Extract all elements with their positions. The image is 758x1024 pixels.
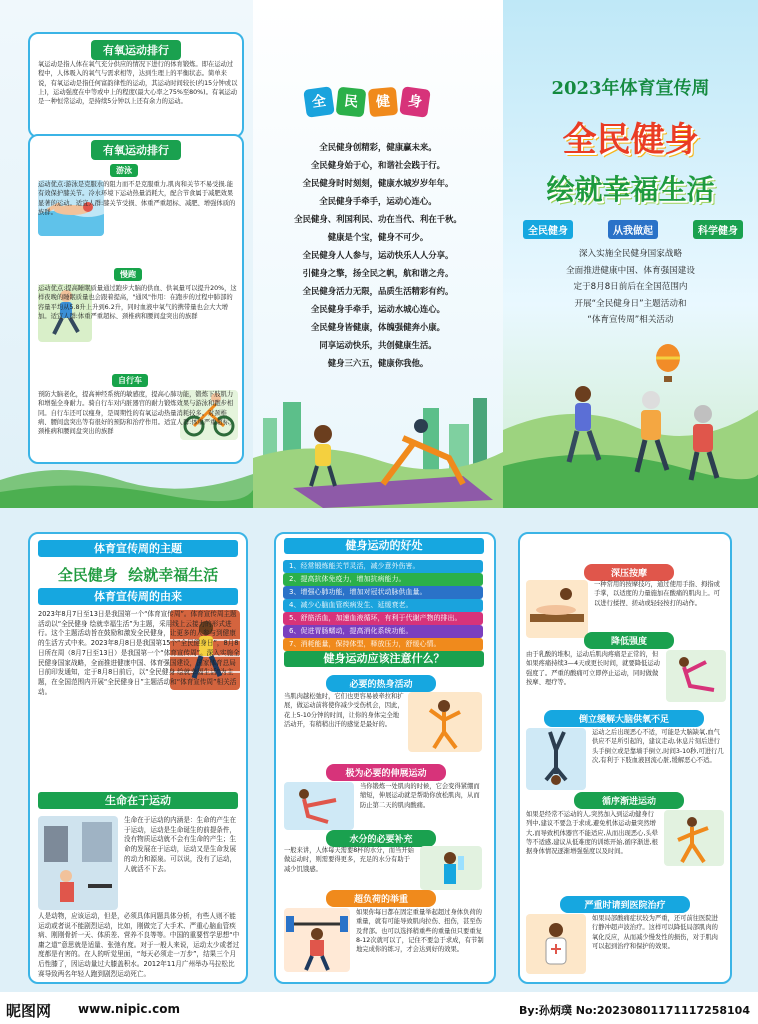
reduce-intensity-tag: 降低强度 (584, 632, 674, 649)
gradual-exercise-tag: 循序渐进运动 (574, 792, 684, 809)
warmup-tag: 必要的热身活动 (326, 675, 436, 692)
swimming-tag: 游泳 (110, 164, 138, 177)
slogan-line: 全民健身始于心，和谐社会践于行。 (311, 160, 445, 170)
benefit-item: 1、经常锻炼能关节灵活，减少意外伤害。 (283, 560, 483, 573)
badge-char-3: 健 (368, 87, 398, 117)
weightlifting-text: 如果你每日都在固定重量举起超过身体负荷的重量，就有可能导致肌肉拉伤、扭伤，甚至伤及背部。也可以选择稍重些的重量但只要重复8-12次就可以了，记住不要急于求成，有节制地完成你的练习，才会达到好的效果。 (356, 909, 484, 954)
benefit-item: 7、消耗能量，保持体型，释放压力，舒缓心情。 (283, 638, 483, 651)
benefit-item: 3、增强心肺功能，增加对冠状动脉供血量。 (283, 586, 483, 599)
hydration-illustration (420, 846, 482, 890)
badge-char-4: 身 (399, 86, 431, 118)
cover-body-text (503, 246, 758, 329)
site-logo: 昵图网 (6, 1002, 52, 1020)
cover-tag-1: 全民健身 (523, 220, 573, 239)
brochure-inside (0, 508, 758, 992)
doctor-illustration (526, 914, 586, 974)
cover-year-title: 2023年体育宣传周 (551, 78, 710, 99)
warmup-text: 当肌肉越松弛时，它们也更容易被牵拉和扩展，做运动前将使你减少受伤机会，因此，花上5-10分钟的时间，让你的身体完全地活动开，有稍稍出汗的感觉是最好的。 (284, 693, 404, 728)
massage-illustration (526, 580, 588, 638)
massage-text: 一种常用的按摩技巧，通过使用手指、拇指或手掌，以适度的力量施加在酸痛的肌肉上。可以进行揉捏、搓动或轻轻按打的动作。 (594, 581, 720, 607)
stretching-tag: 极为必要的伸展运动 (326, 764, 446, 781)
handstand-text: 运动之后出现恶心不适，可能是大脑缺氧,血气供应不足所引起的，建议走动,休息片刻后进行头手倒立或是靠墙手倒立,时间3-10秒,可进行几次,有利于下肢血液回流心脏,缓解恶心不适。 (592, 729, 724, 764)
stretching-illustration (284, 782, 354, 830)
stretch-pose-illustration (666, 650, 726, 702)
gradual-exercise-illustration (664, 810, 724, 866)
theme-slogan: 全民健身 绘就幸福生活 (57, 566, 219, 584)
jogging-tag: 慢跑 (114, 268, 142, 281)
gym-illustration (38, 816, 118, 910)
slogan-line: 同享运动快乐，共创健康生活。 (319, 340, 437, 350)
cover-tag-3: 科学健身 (693, 220, 743, 239)
hydration-text: 一般来讲，人体每天需要8杯的水分，而当开始做运动时，则需要得更多，充足的水分有助于减少饥饿感。 (284, 847, 414, 873)
badge-char-2: 民 (336, 87, 367, 118)
cover-main-title-1: 全民健身 (562, 120, 699, 160)
slogan-line: 引健身之擎，扬全民之帆，航和谐之舟。 (302, 268, 454, 278)
top-middle-panel (253, 0, 503, 508)
life-header: 生命在于运动 (38, 792, 238, 809)
slogan-line: 全民健身活力无限，品质生活精彩有约。 (302, 286, 454, 296)
slogan-line: 全民健身手牵手，运动心连心。 (319, 196, 437, 206)
cycling-tag: 自行车 (112, 374, 148, 387)
slogan-line: 全民健身创精彩，健康赢未来。 (319, 142, 437, 152)
theme-header: 体育宣传周的主题 (38, 540, 238, 557)
aerobic-ranking-title: 有氧运动排行 (91, 140, 181, 160)
life-text: 生命在于运动的内涵是：生命的产生在于运动，运动是生命诞生的前提条件，没有物质运动就不会有生命的产生；生命的发展在于运动，运动又是生命发展的动力和源泉。可以说，没有了运动，人就活不下去。 (124, 816, 237, 873)
aerobic-ranking-card (28, 134, 244, 464)
fitness-badge (297, 88, 437, 122)
cover-body-line-3: 定于8月8日前后在全国范围内 (573, 282, 688, 292)
origin-header: 体育宣传周的由来 (38, 588, 238, 605)
bottom-right-panel (504, 508, 758, 992)
bottom-middle-panel (256, 508, 504, 992)
benefit-item: 4、减少心脑血管疾病发生、延缓衰老。 (283, 599, 483, 612)
slogan-line: 全民健身、利国利民、功在当代、利在千秋。 (294, 214, 462, 224)
cover-body-line-2: 全面推进健康中国、体育强国建设 (566, 265, 695, 276)
slogan-line: 全民健身时时刻刻，健康水城岁岁年年。 (302, 178, 454, 188)
origin-text: 2023年8月7日至13日是我国第一个“体育宣传周”。体育宣传周主题活动以“全民健身 绘就幸福生活”为主题，采用线上云接力的形式进行。这个主题活动旨在鼓励和激发全民健身，让更多的人参与到健康的生活方式中来。2023年8月8日是我国第15个“全民健身日”，8月8日所在周（8月7日至13日）是我国第一个“体育宣传周”。深入实施全民健身国家战略，全面推进健康中国、体育强国建设，国家体育总局日前印发通知，定于8月8日前后，以“全民健身 绘就幸福生活”为主题，在全国范围内开展“全民健身日”主题活动和“体育宣传周”相关活动。 (38, 610, 240, 696)
stretching-text: 当你锻炼一处肌肉的时候，它会变得紧绷而缩短，伸展运动就是帮助你放松肌肉，从而防止第二天的肌肉酸痛。 (360, 783, 480, 809)
hospital-tag: 严重时请到医院治疗 (560, 896, 690, 913)
cover-panel (503, 0, 758, 508)
hydration-tag: 水分的必要补充 (326, 830, 436, 847)
life-text-2: 人是动物，应该运动，但是，必须具体问题具体分析，有些人则不能运动或者说不能剧烈运动，比如，刚做完了大手术、严重心脑血管疾病、刚刚骨折一天、体质差、营养不良等等。中国的重要哲学思想“中庸之道”意思就是适量、张弛有度。对于一般人来说，运动太少或者过度都是有害的。在人的听觉里面，“每天必须走一万步”，结果三个月后性膝了，因运动量过大膝盖积水。2012年11月广州举办马拉松比赛导致两名年轻人跑到剧烈运动死亡。 (38, 912, 240, 978)
aerobic-intro-card (28, 32, 244, 138)
benefit-item: 6、促进胃肠蠕动，提高消化系统功能。 (283, 625, 483, 638)
cycling-text: 预防大脑老化，提高神经系统的敏感度，提高心肺功能，锻炼下肢肌力和增强全身耐力。骑自行车对内脏器官的耐力锻炼效果与游泳和跑步相同。自行车还可以瘦身，是周期性的有氧运动热量消耗较多。对颈椎病、腰间盘突出等有很好的预防和治疗作用。适宜人群:体重严重超标，颈椎病和腰间盘突出的族群 (38, 391, 236, 436)
weightlifting-illustration (284, 908, 350, 972)
image-credit: By:孙炳璞 No:20230801171117258104 (518, 1004, 750, 1017)
cover-body-line-4: 开展“全民健身日”主题活动和 (574, 298, 687, 309)
attention-header: 健身运动应该注意什么？ (284, 651, 484, 667)
slogan-line: 健身三六五，健康你我他。 (327, 358, 429, 368)
slogan-line: 全民健身人人参与，运动快乐人人分享。 (302, 250, 454, 260)
weightlifting-tag: 超负荷的举重 (326, 890, 436, 907)
slogan-line: 全民健身皆健康，体魄强健奔小康。 (311, 322, 445, 332)
warmup-illustration (408, 692, 482, 752)
aerobic-intro-text: 氧运动是指人体在氧气充分供应的情况下进行的体育锻炼。即在运动过程中，人体吸入的氧气与需求相等，达到生理上的平衡状态。简单来说，有氧运动是指任何富韵律性的运动，其运动时间较长(约15分钟或以上)，运动强度在中等或中上的程度(最大心率之75%至80%)。有氧运动是一种恒常运动，是持续5分钟以上还有余力的运动。 (38, 61, 238, 106)
theme-card (28, 532, 248, 984)
left-grass-decoration (0, 460, 253, 508)
handstand-tag: 倒立缓解大脑供氧不足 (544, 710, 704, 727)
city-yoga-illustration (253, 388, 503, 508)
jogging-text: 运动优点:提高睡眠质量通过跑步大脑的供血、供氧量可以提升20%，这样夜晚的睡眠质量也会跟着提高，"通风"作用：在跑步的过程中肺部的容量平均从5.8升上升到6.2升，同时血液中氧气的携带量也会大大增加。适宜人群:体重严重超标、颈椎病和腰间盘突出的族群 (38, 285, 237, 320)
slogan-line: 全民健身手牵手，运动水城心连心。 (311, 304, 445, 314)
aerobic-intro-title: 有氧运动排行 (91, 40, 181, 60)
benefit-item: 2、提高抗体免疫力，增加抗病能力。 (283, 573, 483, 586)
bottom-left-panel (0, 508, 256, 992)
cover-body-line-5: “体育宣传周”相关活动 (587, 315, 674, 325)
cover-main-title-2: 绘就幸福生活 (546, 173, 715, 206)
top-left-panel (0, 0, 253, 508)
slogan-line: 健康是个宝，健身不可少。 (327, 232, 429, 242)
gradual-exercise-text: 如果是经常不运动的人,突然加入到运动健身行列中,建议不要急于求成,避免机体运动量突然增大,而导致机体器官不能适应,从而出现恶心,头晕等不适感,建议从低难度的训练开始,循序渐进,根据身体情况逐渐增强强度以及时间。 (526, 811, 658, 856)
handstand-illustration (526, 728, 586, 790)
badge-char-1: 全 (303, 86, 335, 118)
hospital-text: 如果局部酸痛症状较为严重，还可前往医院进行静冲超声波治疗。这样可以降低局部肌肉的氧化反应，从而减少慢发性的损伤，对于肌肉可以起到治疗和保护的效果。 (592, 915, 718, 950)
brochure-outside (0, 0, 758, 508)
cover-tag-2: 从我做起 (608, 220, 658, 239)
cover-body-line-1: 深入实施全民健身国家战略 (578, 249, 683, 259)
massage-tag: 深压按摩 (584, 564, 674, 581)
swimming-text: 运动优点:游泳是克服水的阻力而不是克服重力,肌肉和关节不易受损.能有效保护膝关节。冷水环境下运动热量消耗大，配合节食属于减肥效果显著的运动。适宜人群:膝关节受损、体重严重超标、减肥、增强体质的族群。 (38, 181, 236, 216)
slogan-list (261, 138, 495, 372)
reduce-intensity-text: 由于乳酸的堆积，运动后肌肉疼痛是正常的，但如果疼痛持续3—4天或更长时间，就要降低运动强度了。严重的酸痛可立即停止运动，同时做做按摩、理疗等。 (526, 651, 660, 686)
site-url[interactable]: www.nipic.com (78, 1002, 180, 1016)
benefit-item: 5、舒筋活血，加速血液循环，有利于代谢产物的排出。 (283, 612, 483, 625)
running-family-illustration (503, 370, 758, 508)
watermark-footer (0, 992, 758, 1024)
benefits-header: 健身运动的好处 (284, 538, 484, 554)
cover-tag-row (523, 220, 743, 239)
